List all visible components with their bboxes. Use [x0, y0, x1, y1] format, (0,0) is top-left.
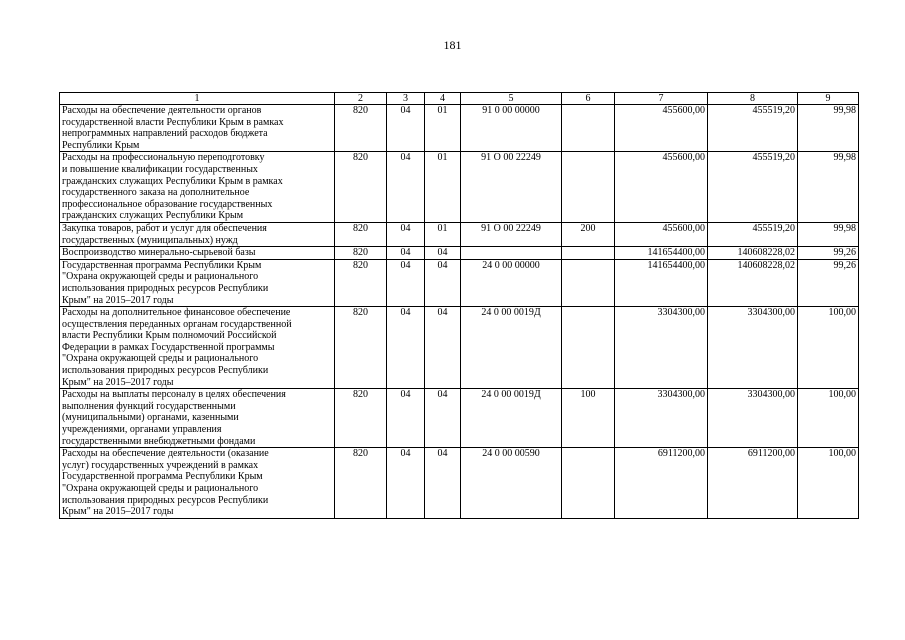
section-code: 04	[387, 222, 425, 246]
table-row	[60, 307, 859, 389]
executed-amount: 3304300,00	[708, 307, 798, 389]
description-line: Крым" на 2015–2017 годы	[62, 506, 174, 518]
description-line: осуществления переданных органам государственной	[62, 318, 292, 330]
row-description	[60, 307, 335, 389]
planned-amount: 3304300,00	[615, 389, 708, 448]
target-article-code: 24 0 00 0019Д	[461, 389, 562, 448]
expense-type-code: 200	[562, 222, 615, 246]
row-description	[60, 222, 335, 246]
description-line: власти Республики Крым полномочий Российской	[62, 330, 277, 342]
expense-type-code	[562, 448, 615, 519]
page-number: 181	[443, 38, 462, 52]
column-header: 9	[798, 93, 859, 105]
description-line: государственных (муниципальных) нужд	[62, 234, 238, 246]
description-line: "Охрана окружающей среды и рационального	[62, 271, 259, 283]
subsection-code: 01	[425, 222, 461, 246]
description-line: Государственная программа Республики Крым	[62, 259, 262, 271]
execution-percent: 100,00	[798, 389, 859, 448]
target-article-code: 91 0 00 00000	[461, 105, 562, 152]
description-line: гражданских служащих Республики Крым	[62, 210, 244, 222]
expense-type-code	[562, 247, 615, 260]
column-header: 6	[562, 93, 615, 105]
executed-amount: 455519,20	[708, 222, 798, 246]
target-article-code: 91 О 00 22249	[461, 222, 562, 246]
description-line: Республики Крым	[62, 139, 140, 151]
description-line: учреждениями, органами управления	[62, 424, 222, 436]
executed-amount: 455519,20	[708, 152, 798, 223]
executed-amount: 140608228,02	[708, 247, 798, 260]
description-line: выполнения функций государственными	[62, 400, 236, 412]
table-row	[60, 259, 859, 306]
table-row	[60, 222, 859, 246]
target-article-code: 24 0 00 00590	[461, 448, 562, 519]
table-row	[60, 448, 859, 519]
header-row	[60, 93, 859, 105]
subsection-code: 04	[425, 448, 461, 519]
ministry-code: 820	[335, 389, 387, 448]
section-code: 04	[387, 105, 425, 152]
planned-amount: 455600,00	[615, 152, 708, 223]
subsection-code: 01	[425, 105, 461, 152]
description-line: Крым" на 2015–2017 годы	[62, 294, 174, 306]
table-row	[60, 389, 859, 448]
execution-percent: 99,98	[798, 105, 859, 152]
ministry-code: 820	[335, 247, 387, 260]
execution-percent: 99,98	[798, 152, 859, 223]
executed-amount: 3304300,00	[708, 389, 798, 448]
execution-percent: 99,26	[798, 259, 859, 306]
description-line: услуг) государственных учреждений в рамках	[62, 459, 259, 471]
expense-type-code	[562, 307, 615, 389]
description-line: использования природных ресурсов Республики	[62, 282, 269, 294]
row-description	[60, 247, 335, 260]
description-line: профессиональное образование государственных	[62, 198, 273, 210]
execution-percent: 100,00	[798, 307, 859, 389]
description-line: Федерации в рамках Государственной программы	[62, 341, 275, 353]
description-line: "Охрана окружающей среды и рационального	[62, 353, 259, 365]
description-line: государственной власти Республики Крым в рамках	[62, 116, 284, 128]
planned-amount: 6911200,00	[615, 448, 708, 519]
expense-type-code	[562, 105, 615, 152]
section-code: 04	[387, 307, 425, 389]
planned-amount: 3304300,00	[615, 307, 708, 389]
description-line: Расходы на выплаты персоналу в целях обеспечения	[62, 389, 286, 401]
target-article-code: 24 0 00 00000	[461, 259, 562, 306]
subsection-code: 04	[425, 247, 461, 260]
subsection-code: 04	[425, 307, 461, 389]
target-article-code: 91 О 00 22249	[461, 152, 562, 223]
execution-percent: 99,26	[798, 247, 859, 260]
planned-amount: 455600,00	[615, 222, 708, 246]
target-article-code: 24 0 00 0019Д	[461, 307, 562, 389]
description-line: Расходы на обеспечение деятельности (оказание	[62, 448, 269, 460]
section-code: 04	[387, 389, 425, 448]
table-row	[60, 105, 859, 152]
row-description	[60, 448, 335, 519]
table-row	[60, 247, 859, 260]
description-line: Расходы на дополнительное финансовое обеспечение	[62, 307, 291, 319]
expense-type-code	[562, 152, 615, 223]
ministry-code: 820	[335, 105, 387, 152]
description-line: Расходы на профессиональную переподготовку	[62, 152, 265, 164]
section-code: 04	[387, 448, 425, 519]
description-line: и повышение квалификации государственных	[62, 163, 258, 175]
section-code: 04	[387, 152, 425, 223]
subsection-code: 01	[425, 152, 461, 223]
column-header: 4	[425, 93, 461, 105]
ministry-code: 820	[335, 307, 387, 389]
ministry-code: 820	[335, 259, 387, 306]
table-body	[60, 105, 859, 519]
description-line: Закупка товаров, работ и услуг для обеспечения	[62, 222, 267, 234]
section-code: 04	[387, 259, 425, 306]
table-row	[60, 152, 859, 223]
row-description	[60, 105, 335, 152]
description-line: государственного заказа на дополнительное	[62, 187, 250, 199]
column-header: 3	[387, 93, 425, 105]
column-header: 1	[60, 93, 335, 105]
ministry-code: 820	[335, 222, 387, 246]
ministry-code: 820	[335, 152, 387, 223]
description-line: Расходы на обеспечение деятельности органов	[62, 105, 262, 116]
execution-percent: 100,00	[798, 448, 859, 519]
description-line: использования природных ресурсов Республики	[62, 365, 269, 377]
column-header: 2	[335, 93, 387, 105]
row-description	[60, 152, 335, 223]
planned-amount: 455600,00	[615, 105, 708, 152]
expense-type-code: 100	[562, 389, 615, 448]
description-line: (муниципальными) органами, казенными	[62, 412, 239, 424]
description-line: Государственной программа Республики Крым	[62, 471, 263, 483]
execution-percent: 99,98	[798, 222, 859, 246]
column-header: 7	[615, 93, 708, 105]
executed-amount: 140608228,02	[708, 259, 798, 306]
description-line: Крым" на 2015–2017 годы	[62, 376, 174, 388]
section-code: 04	[387, 247, 425, 260]
target-article-code	[461, 247, 562, 260]
description-line: непрограммных направлений расходов бюджета	[62, 128, 268, 140]
description-line: Воспроизводство минерально-сырьевой базы	[62, 247, 256, 259]
description-line: использования природных ресурсов Республики	[62, 494, 269, 506]
row-description	[60, 259, 335, 306]
column-header: 8	[708, 93, 798, 105]
expense-type-code	[562, 259, 615, 306]
executed-amount: 455519,20	[708, 105, 798, 152]
planned-amount: 141654400,00	[615, 259, 708, 306]
column-header: 5	[461, 93, 562, 105]
row-description	[60, 389, 335, 448]
description-line: "Охрана окружающей среды и рационального	[62, 483, 259, 494]
subsection-code: 04	[425, 259, 461, 306]
budget-table	[59, 92, 859, 519]
planned-amount: 141654400,00	[615, 247, 708, 260]
ministry-code: 820	[335, 448, 387, 519]
subsection-code: 04	[425, 389, 461, 448]
description-line: государственными внебюджетными фондами	[62, 435, 256, 447]
executed-amount: 6911200,00	[708, 448, 798, 519]
description-line: гражданских служащих Республики Крым в рамках	[62, 175, 283, 187]
